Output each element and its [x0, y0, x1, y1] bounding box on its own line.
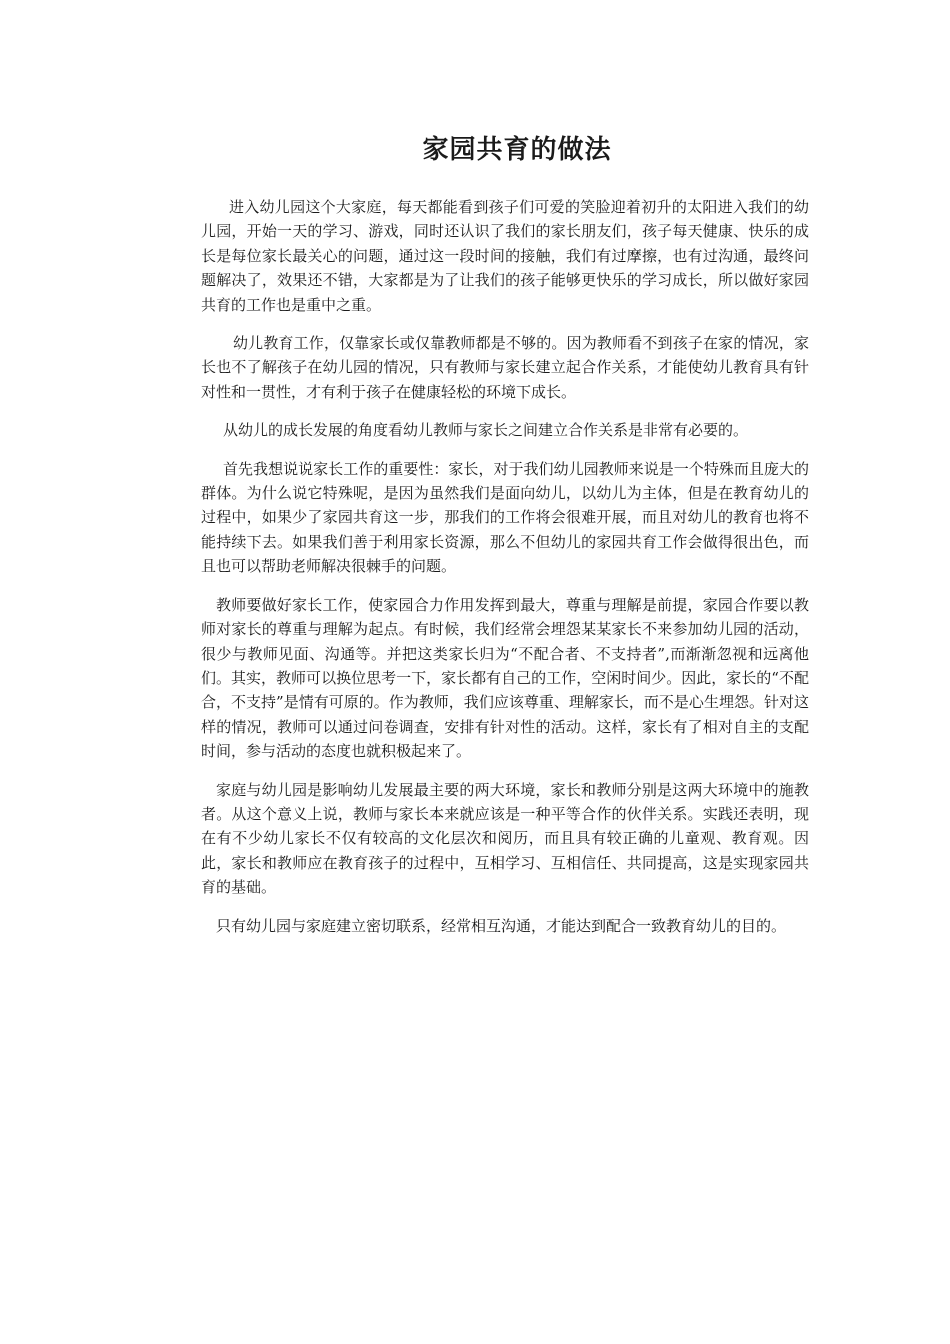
- paragraph-necessity: 从幼儿的成长发展的角度看幼儿教师与家长之间建立合作关系是非常有必要的。: [223, 421, 749, 440]
- paragraph-respect: 教师要做好家长工作，使家园合力作用发挥到最大，尊重与理解是前提，家园合作要以教师对家长的尊重与理解为起点。有时候，我们经常会埋怨某某家长不来参加幼儿园的活动，很少与教师见面、沟通等。并把这类家长归为“不配合者、不支持者”,而渐渐忽视和远离他们。其实，教师可以换位思考一下，家长都有自己的工作，空闲时间少。因此，家长的“不配合，不支持”是情有可原的。作为教师，我们应该尊重、理解家长，而不是心生埋怨。针对这样的情况，教师可以通过问卷调查，安排有针对性的活动。这样，家长有了相对自主的支配时间，参与活动的态度也就积极起来了。: [201, 595, 809, 761]
- paragraph-cooperation: 幼儿教育工作，仅靠家长或仅靠教师都是不够的。因为教师看不到孩子在家的情况，家长也不了解孩子在幼儿园的情况，只有教师与家长建立起合作关系，才能使幼儿教育具有针对性和一贯性，才有利于孩子在健康轻松的环境下成长。: [201, 334, 809, 401]
- paragraph-environment: 家庭与幼儿园是影响幼儿发展最主要的两大环境，家长和教师分别是这两大环境中的施教者。从这个意义上说，教师与家长本来就应该是一种平等合作的伙伴关系。实践还表明，现在有不少幼儿家长不仅有较高的文化层次和阅历，而且具有较正确的儿童观、教育观。因此，家长和教师应在教育孩子的过程中，互相学习、互相信任、共同提高，这是实现家园共育的基础。: [201, 780, 809, 897]
- paragraph-importance: 首先我想说说家长工作的重要性：家长，对于我们幼儿园教师来说是一个特殊而且庞大的群体。为什么说它特殊呢，是因为虽然我们是面向幼儿，以幼儿为主体，但是在教育幼儿的过程中，如果少了家园共育这一步，那我们的工作将会很难开展，而且对幼儿的教育也将不能持续下去。如果我们善于利用家长资源，那么不但幼儿的家园共育工作会做得很出色，而且也可以帮助老师解决很棘手的问题。: [201, 459, 809, 576]
- paragraph-intro: 进入幼儿园这个大家庭，每天都能看到孩子们可爱的笑脸迎着初升的太阳进入我们的幼儿园，开始一天的学习、游戏，同时还认识了我们的家长朋友们，孩子每天健康、快乐的成长是每位家长最关心的问题，通过这一段时间的接触，我们有过摩擦，也有过沟通，最终问题解决了，效果还不错，大家都是为了让我们的孩子能够更快乐的学习成长，所以做好家园共育的工作也是重中之重。: [201, 198, 809, 314]
- paragraph-conclusion: 只有幼儿园与家庭建立密切联系，经常相互沟通，才能达到配合一致教育幼儿的目的。: [216, 916, 787, 935]
- document-body: [201, 195, 809, 952]
- document-title: 家园共育的做法: [422, 135, 612, 165]
